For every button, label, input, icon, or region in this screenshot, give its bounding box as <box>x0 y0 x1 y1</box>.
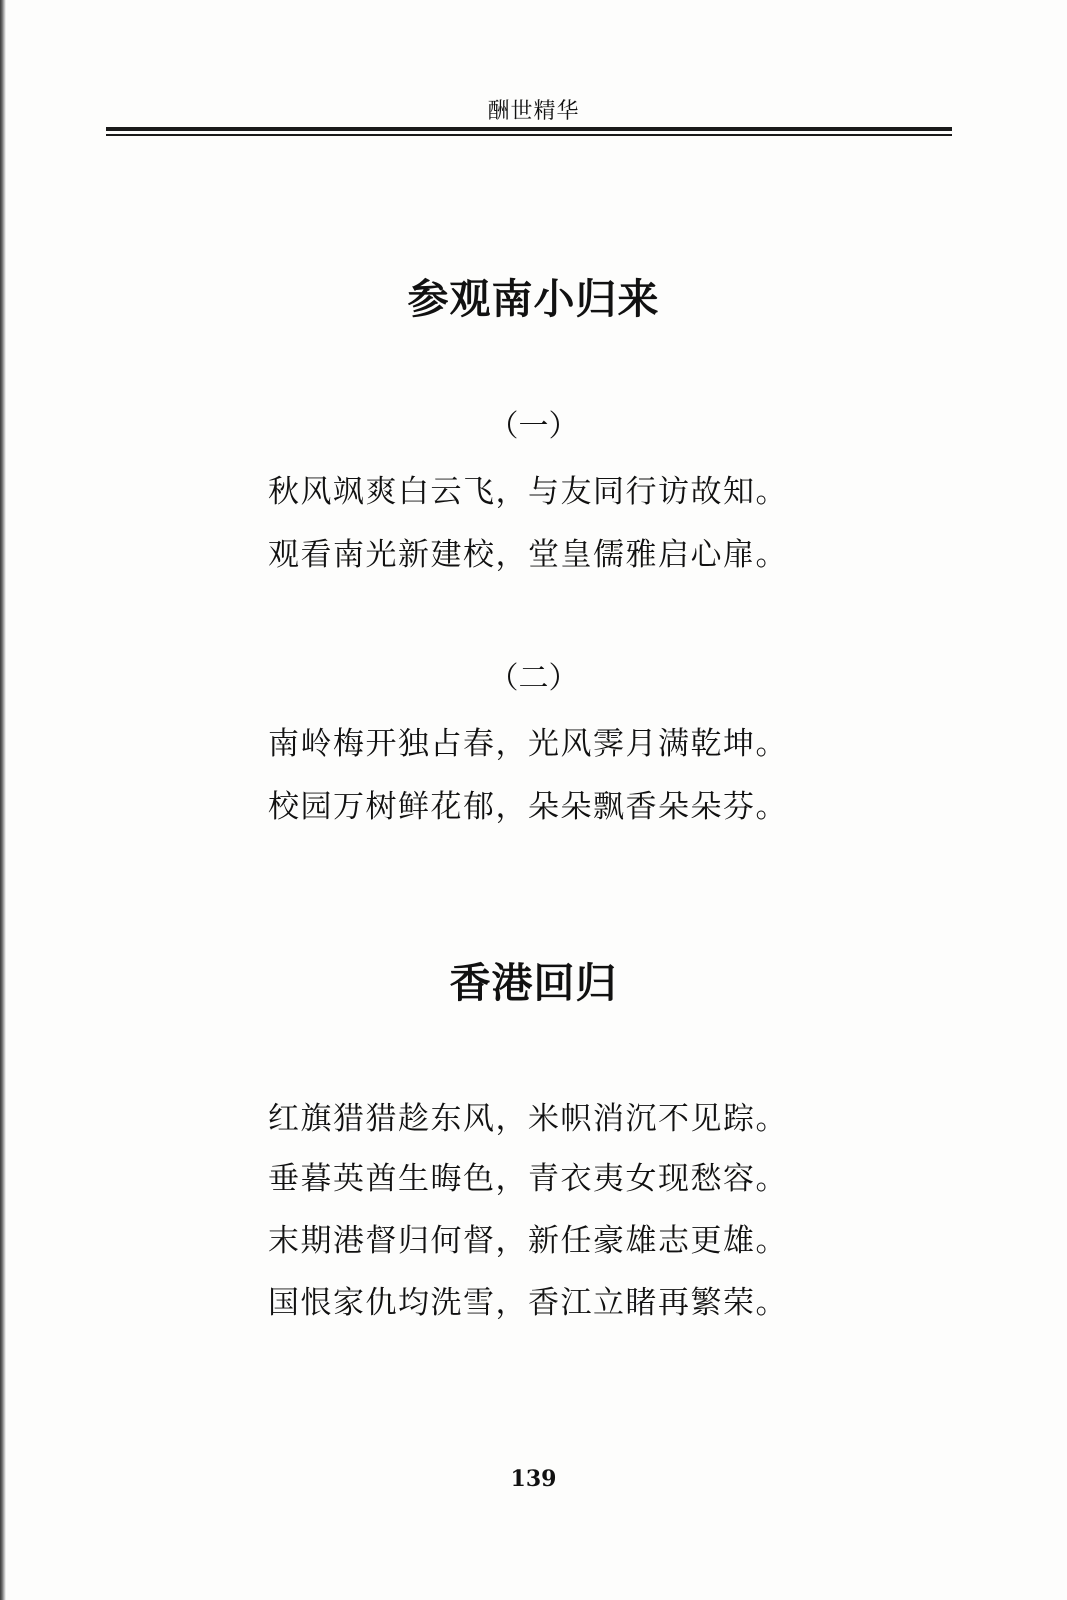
verse-line: 红旗猎猎趁东风，米帜消沉不见踪。 <box>268 1101 788 1137</box>
page-number: 139 <box>510 1466 557 1492</box>
verse-line: 国恨家仇均洗雪，香江立睹再繁荣。 <box>268 1285 788 1321</box>
scan-edge-shadow <box>0 0 6 1600</box>
verse-line: 秋风飒爽白云飞，与友同行访故知。 <box>268 474 788 510</box>
header-rule-thick <box>106 127 952 131</box>
section-number-2: （二） <box>488 661 579 696</box>
section-number-1: （一） <box>488 409 579 444</box>
verse-line: 校园万树鲜花郁，朵朵飘香朵朵芬。 <box>268 789 788 825</box>
verse-line: 观看南光新建校，堂皇儒雅启心扉。 <box>268 537 788 573</box>
running-head: 酬世精华 <box>487 99 580 124</box>
poem-title-1: 参观南小归来 <box>407 275 660 323</box>
verse-line: 垂暮英酋生晦色，青衣夷女现愁容。 <box>268 1161 788 1197</box>
verse-line: 南岭梅开独占春，光风霁月满乾坤。 <box>268 726 788 762</box>
header-rule-thin <box>106 134 952 136</box>
verse-line: 末期港督归何督，新任豪雄志更雄。 <box>268 1223 788 1259</box>
poem-title-2: 香港回归 <box>449 959 618 1007</box>
